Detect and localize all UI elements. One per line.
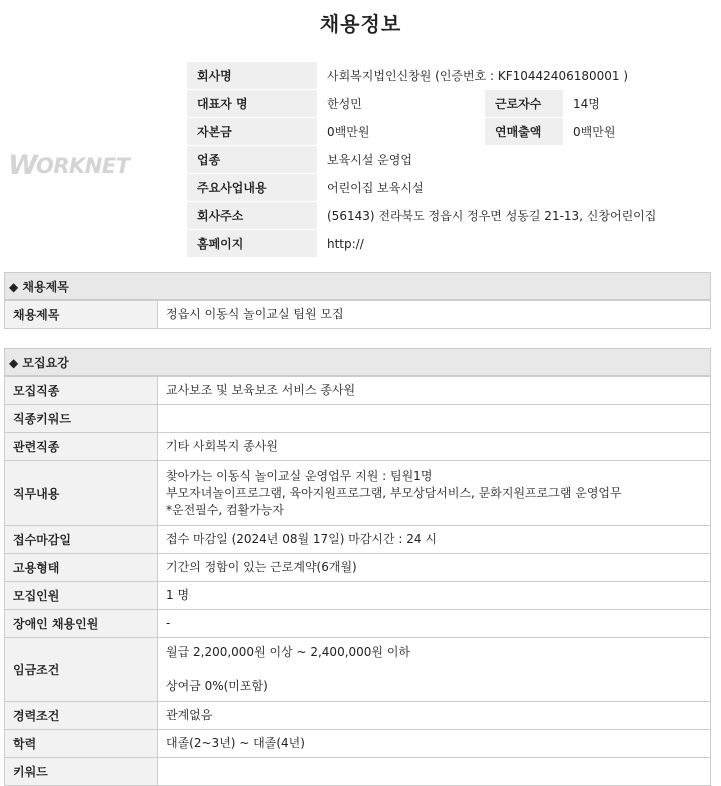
value-line: 기간의 정함이 있는 근로계약(6개월) [166,560,357,574]
value-line: 찾아가는 이동식 놀이교실 운영업무 지원 : 팀원1명 [166,468,433,483]
workers-label: 근로자수 [485,90,563,118]
recruit-row-label: 경력조건 [5,702,158,730]
recruit-row-value [158,730,711,758]
job-title-table [4,300,711,329]
value-line: *운전필수, 컴활가능자 [166,502,284,517]
table-row [5,377,711,405]
table-row [5,405,711,433]
address-value: (56143) 전라북도 정읍시 정우면 성동길 21-13, 신창어린이집 [317,202,714,230]
sales-value: 0백만원 [563,118,714,146]
svg-text:ORKNET: ORKNET [36,154,130,178]
recruit-table [4,376,711,786]
recruit-row-value [158,758,711,786]
value-line: 대졸(2~3년) ~ 대졸(4년) [166,736,305,750]
value-line: 접수 마감일 (2024년 08월 17일) 마감시간 : 24 시 [166,532,437,546]
company-row-name [187,62,714,90]
recruit-row-value [158,461,711,526]
value-line [166,763,702,780]
ceo-value: 한성민 [317,90,485,118]
table-row [5,638,711,702]
table-row [5,702,711,730]
recruit-row-value [158,702,711,730]
table-row [5,301,711,329]
job-title-value: 정읍시 이동식 놀이교실 팀원 모집 [158,301,711,329]
company-row-business [187,174,714,202]
svg-text:W: W [8,150,37,181]
table-row [5,526,711,554]
company-row-homepage [187,230,714,258]
table-row [5,758,711,786]
recruit-row-label: 임금조건 [5,638,158,702]
workers-value: 14명 [563,90,714,118]
value-line: - [166,616,171,630]
recruit-row-value [158,610,711,638]
recruit-row-label: 학력 [5,730,158,758]
value-line: 관계없음 [166,708,213,722]
industry-label: 업종 [187,146,317,174]
recruit-row-label: 고용형태 [5,554,158,582]
sales-label: 연매출액 [485,118,563,146]
recruit-section-header: ◆ 모집요강 [4,348,711,376]
table-row [5,730,711,758]
table-row [5,554,711,582]
recruit-section [4,348,711,786]
recruit-row-label: 키워드 [5,758,158,786]
recruit-row-label: 모집직종 [5,377,158,405]
company-row-industry [187,146,714,174]
value-line: 기타 사회복지 종사원 [166,439,278,453]
job-title-section [4,272,711,329]
address-label: 회사주소 [187,202,317,230]
recruit-row-value [158,433,711,461]
company-name-label: 회사명 [187,62,317,90]
homepage-link[interactable]: http:// [317,230,714,258]
table-row [5,461,711,526]
business-label: 주요사업내용 [187,174,317,202]
homepage-label: 홈페이지 [187,230,317,258]
recruit-row-value [158,554,711,582]
worknet-logo [8,146,160,182]
table-row [5,433,711,461]
value-line: 상여금 0%(미포함) [166,679,268,693]
recruit-row-value [158,582,711,610]
job-title-label: 채용제목 [5,301,158,329]
value-line: 1 명 [166,588,190,602]
recruit-row-label: 관련직종 [5,433,158,461]
value-line [166,410,702,427]
company-name-value: 사회복지법인신창원 (인증번호 : KF10442406180001 ) [317,62,714,90]
value-line: 월급 2,200,000원 이상 ~ 2,400,000원 이하 [166,645,411,659]
recruit-row-label: 접수마감일 [5,526,158,554]
value-line: 교사보조 및 보육보조 서비스 종사원 [166,383,356,397]
recruit-row-label: 직무내용 [5,461,158,526]
recruit-row-value [158,405,711,433]
industry-value: 보육시설 운영업 [317,146,714,174]
company-row-ceo [187,90,714,118]
table-row [5,610,711,638]
company-row-capital [187,118,714,146]
job-title-section-header: ◆ 채용제목 [4,272,711,300]
business-value: 어린이집 보육시설 [317,174,714,202]
company-info-table [187,62,714,258]
value-line [166,661,702,678]
page-title: 채용정보 [319,12,402,36]
company-row-address [187,202,714,230]
recruit-row-label: 직종키워드 [5,405,158,433]
recruit-row-label: 모집인원 [5,582,158,610]
recruit-row-label: 장애인 채용인원 [5,610,158,638]
recruit-row-value [158,638,711,702]
ceo-label: 대표자 명 [187,90,317,118]
value-line: 부모자녀놀이프로그램, 육아지원프로그램, 부모상담서비스, 문화지원프로그램 운영업무 [166,485,622,500]
capital-label: 자본금 [187,118,317,146]
recruit-row-value [158,377,711,405]
capital-value: 0백만원 [317,118,485,146]
table-row [5,582,711,610]
recruit-row-value [158,526,711,554]
